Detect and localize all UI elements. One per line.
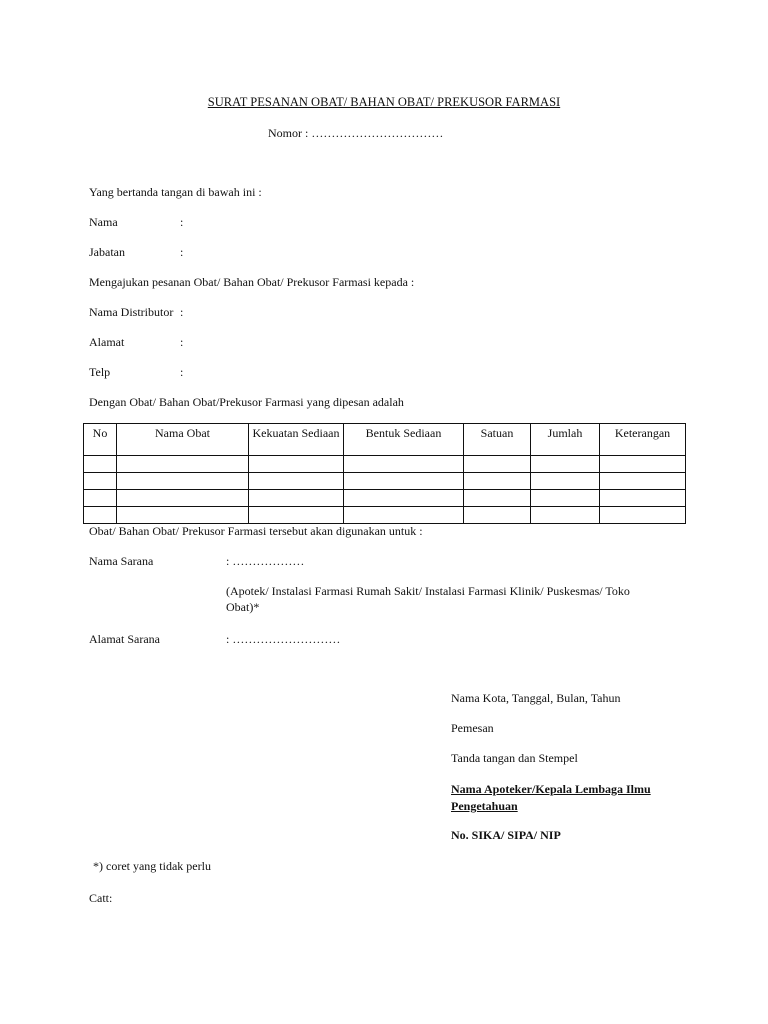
pemesan-label: Pemesan xyxy=(451,721,494,735)
nama-sarana-value: : ……………… xyxy=(226,554,305,568)
table-cell[interactable] xyxy=(117,473,249,490)
table-cell[interactable] xyxy=(117,456,249,473)
table-cell[interactable] xyxy=(249,473,344,490)
nama-colon: : xyxy=(180,215,184,229)
nama-sarana-label: Nama Sarana xyxy=(89,554,154,568)
table-row xyxy=(84,490,686,507)
place-date-line: Nama Kota, Tanggal, Bulan, Tahun xyxy=(451,691,621,705)
table-cell[interactable] xyxy=(344,456,464,473)
mengajukan-text: Mengajukan pesanan Obat/ Bahan Obat/ Prekusor Farmasi kepada : xyxy=(89,275,415,289)
table-cell[interactable] xyxy=(464,473,531,490)
table-cell[interactable] xyxy=(84,473,117,490)
telp-colon: : xyxy=(180,365,184,379)
table-cell[interactable] xyxy=(464,456,531,473)
signatory-number: No. SIKA/ SIPA/ NIP xyxy=(451,828,561,842)
table-cell[interactable] xyxy=(344,473,464,490)
jabatan-label: Jabatan xyxy=(89,245,125,259)
table-cell[interactable] xyxy=(344,507,464,524)
table-row xyxy=(84,473,686,490)
table-cell[interactable] xyxy=(531,507,600,524)
dengan-text: Dengan Obat/ Bahan Obat/Prekusor Farmasi yang dipesan adalah xyxy=(89,395,404,409)
table-cell[interactable] xyxy=(249,456,344,473)
alamat-sarana-label: Alamat Sarana xyxy=(89,632,160,646)
table-cell[interactable] xyxy=(117,490,249,507)
nama-label: Nama xyxy=(89,215,118,229)
table-cell[interactable] xyxy=(600,490,686,507)
header-jumlah: Jumlah xyxy=(531,424,600,456)
table-row xyxy=(84,456,686,473)
order-table xyxy=(83,423,686,524)
ttd-label: Tanda tangan dan Stempel xyxy=(451,751,578,765)
table-cell[interactable] xyxy=(117,507,249,524)
table-cell[interactable] xyxy=(84,507,117,524)
table-cell[interactable] xyxy=(84,490,117,507)
document-title: SURAT PESANAN OBAT/ BAHAN OBAT/ PREKUSOR FARMASI xyxy=(207,95,561,109)
footnote-text: *) coret yang tidak perlu xyxy=(93,859,211,873)
header-bentuk-sediaan: Bentuk Sediaan xyxy=(344,424,464,456)
table-cell[interactable] xyxy=(464,507,531,524)
table-cell[interactable] xyxy=(249,507,344,524)
table-row xyxy=(84,507,686,524)
table-cell[interactable] xyxy=(531,490,600,507)
header-keterangan: Keterangan xyxy=(600,424,686,456)
alamat-label: Alamat xyxy=(89,335,125,349)
sarana-options-text: (Apotek/ Instalasi Farmasi Rumah Sakit/ Instalasi Farmasi Klinik/ Puskesmas/ Toko Obat)* xyxy=(226,584,630,614)
header-kekuatan-sediaan: Kekuatan Sediaan xyxy=(249,424,344,456)
alamat-colon: : xyxy=(180,335,184,349)
header-no: No xyxy=(84,424,117,456)
table-cell[interactable] xyxy=(464,490,531,507)
nomor-line: Nomor : …………………………… xyxy=(268,126,444,140)
table-cell[interactable] xyxy=(600,456,686,473)
table-cell[interactable] xyxy=(531,456,600,473)
jabatan-colon: : xyxy=(180,245,184,259)
table-cell[interactable] xyxy=(531,473,600,490)
distributor-label: Nama Distributor xyxy=(89,305,174,319)
table-cell[interactable] xyxy=(600,473,686,490)
alamat-sarana-value: : ……………………… xyxy=(226,632,341,646)
table-cell[interactable] xyxy=(249,490,344,507)
table-cell[interactable] xyxy=(344,490,464,507)
table-header-row xyxy=(84,424,686,456)
header-nama-obat: Nama Obat xyxy=(117,424,249,456)
table-cell[interactable] xyxy=(84,456,117,473)
digunakan-text: Obat/ Bahan Obat/ Prekusor Farmasi tersebut akan digunakan untuk : xyxy=(89,524,423,538)
catt-label: Catt: xyxy=(89,891,113,905)
table-cell[interactable] xyxy=(600,507,686,524)
header-satuan: Satuan xyxy=(464,424,531,456)
signatory-name: Nama Apoteker/Kepala Lembaga Ilmu Pengetahuan xyxy=(451,782,651,813)
intro-text: Yang bertanda tangan di bawah ini : xyxy=(89,185,262,199)
distributor-colon: : xyxy=(180,305,184,319)
telp-label: Telp xyxy=(89,365,111,379)
